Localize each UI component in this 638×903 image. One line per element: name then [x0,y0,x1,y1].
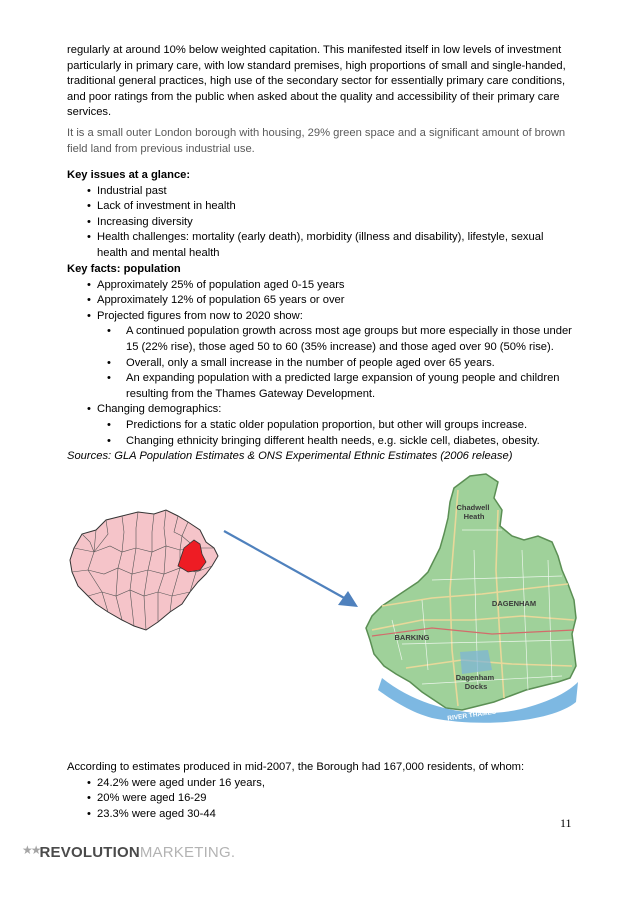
list-item: • Lack of investment in health [87,200,236,213]
key-facts-heading: Key facts: population [67,263,181,275]
residents-list [67,776,577,823]
list-item: • Industrial past [87,184,167,197]
sub-list-item: • A continued population growth across most age groups but more especially in those under 15 (22% rise), those aged 50 to 60 (35% increase) and those aged over 90 (50% rise). [107,325,572,353]
sub-list-item: • Changing ethnicity bringing different health needs, e.g. sickle cell, diabetes, obesity. [107,434,540,447]
list-item: • Approximately 25% of population aged 0-15 years [87,278,345,291]
sub-list-item: • Overall, only a small increase in the number of people aged over 65 years. [107,356,495,369]
arrow-line [224,531,346,599]
sub-list-item: • Predictions for a static older population proportion, but other will groups increase. [107,418,528,431]
list-item: • 24.2% were aged under 16 years, [87,776,265,789]
list-item: • Changing demographics: [87,403,222,416]
map-label-chadwell-heath: Chadwell Heath [456,503,490,521]
map-label-barking: BARKING [394,633,430,642]
residents-intro: According to estimates produced in mid-2007, the Borough had 167,000 residents, of whom: [67,761,525,773]
logo-brand-light: MARKETING. [139,844,236,861]
map-label-dagenham-docks: Dagenham Docks [455,673,495,691]
pointer-arrow [220,525,370,615]
london-boroughs-map [66,508,236,636]
intro-paragraph: regularly at around 10% below weighted capitation. This manifested itself in low levels of investment particularly in primary care, with low standard premises, high proportions of small and single-handed, traditional general practices, high use of the secondary sector for essentially primary care conditions, and poor ratings from the public when asked about the quality and accessibility of their primary care services. [67,44,566,119]
sources-citation: Sources: GLA Population Estimates & ONS Experimental Ethnic Estimates (2006 release) [67,450,513,463]
list-item: • 23.3% were aged 30-44 [87,807,216,820]
logo-brand-bold: REVOLUTION [39,844,140,861]
key-facts-section [67,262,577,465]
list-item: • 20% were aged 16-29 [87,792,207,805]
list-item: • Projected figures from now to 2020 show: [87,309,303,322]
footer-logo [22,843,235,861]
map-label-river-thames: RIVER THAMES [446,708,497,723]
borough-paragraph: It is a small outer London borough with housing, 29% green space and a significant amount of brown field land from previous industrial use. [67,127,566,155]
sub-list-item: • An expanding population with a predicted large expansion of young people and children resulting from the Thames Gateway Development. [107,372,560,400]
key-issues-heading: Key issues at a glance: [67,169,191,181]
residents-section [67,760,577,822]
borough-detail-map [362,470,586,726]
docks-water [460,650,492,674]
key-facts-list [67,278,577,450]
key-issues-section [67,168,577,262]
list-item: • Increasing diversity [87,215,193,228]
key-issues-list [67,184,577,262]
list-item: • Health challenges: mortality (early death), morbidity (illness and disability), lifestyle, sexual health and mental health [87,231,544,259]
list-item: • Approximately 12% of population 65 years or over [87,294,345,307]
map-label-dagenham: DAGENHAM [491,599,537,608]
page-number: 11 [560,816,572,830]
arrow-head [338,591,358,607]
star-icon: ★★ [22,843,40,857]
